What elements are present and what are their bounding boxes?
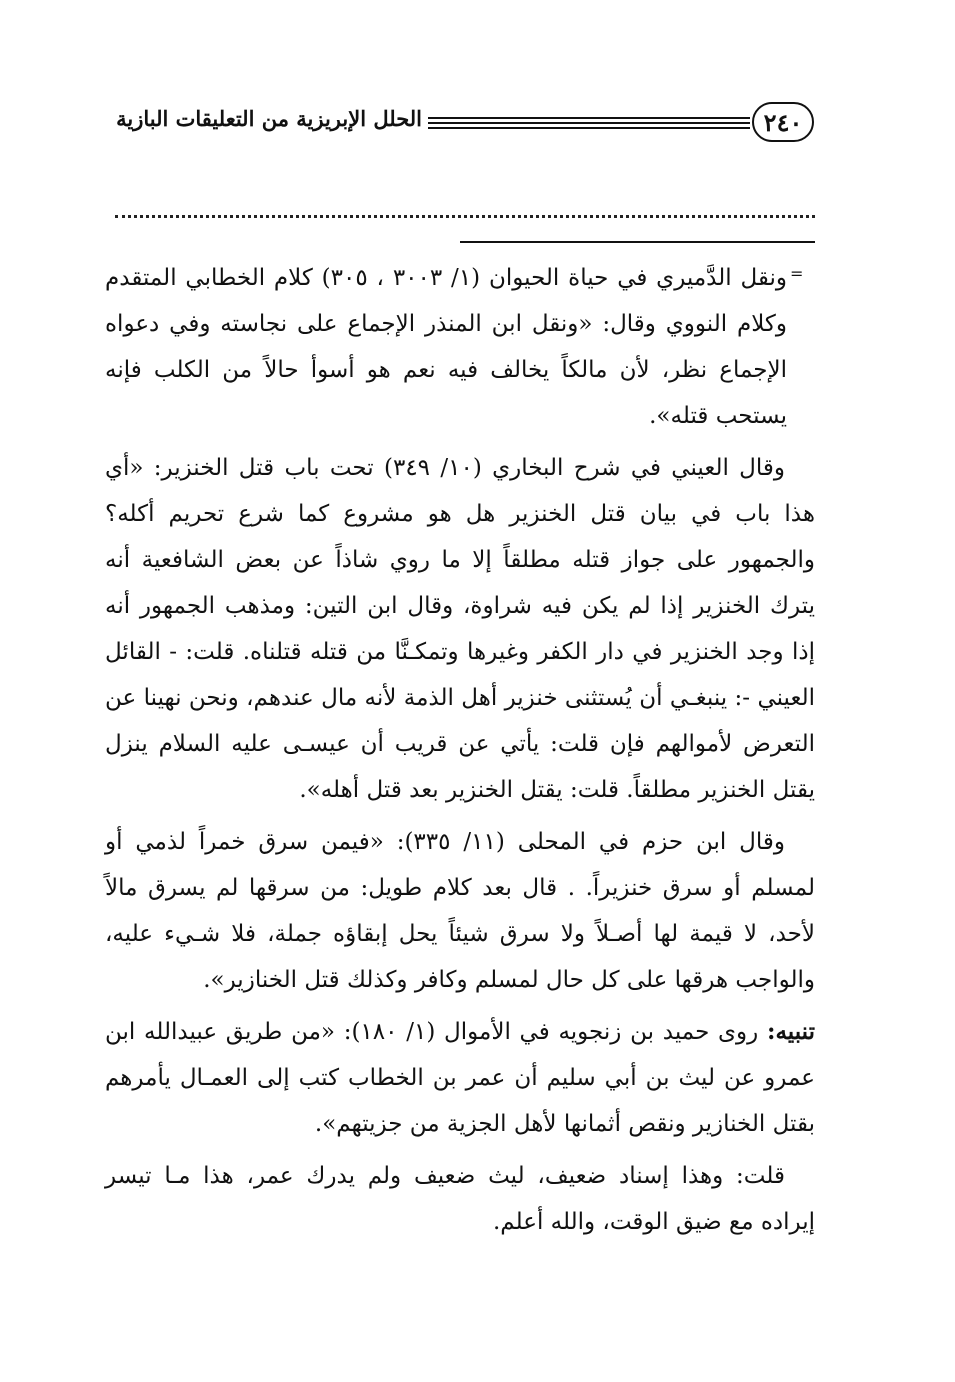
paragraph-ibn-hazm: وقال ابن حزم في المحلى (١١/ ٣٣٥): «فيمن سرق خمراً لذمي أو لمسلم أو سرق خنزيراً. . قال بعد كلام طويل: من سرقها لم يسرق مالاً لأحد، لا قيمة لها أصـلاً ولا سرق شيئاً يحل إبقاؤه جملة، فلا شـيء عليه، والواجب هرقها على كل حال لمسلم وكافر وكذلك قتل الخنازير». (105, 829, 815, 993)
dotted-separator (115, 215, 815, 218)
note-text: روى حميد بن زنجويه في الأموال (١/ ١٨٠): «من طريق عبيدالله ابن عمرو عن ليث بن أبي سليم أن عمر بن الخطاب كتب إلى العمـال يأمرهم بقتل الخنازير ونقص أثمانها لأهل الجزية من جزيتهم». (105, 1019, 815, 1137)
note-paragraph (105, 1009, 815, 1147)
paragraph-aini: وقال العيني في شرح البخاري (١٠/ ٣٤٩) تحت باب قتل الخنزير: «أي هذا باب في بيان قتل الخنزير هل هو مشروع كما شرع تحريم أكله؟ والجمهور على جواز قتله مطلقاً إلا ما روي شاذاً عن بعض الشافعية أنه يترك الخنزير إذا لم يكن فيه شراوة، وقال ابن التين: ومذهب الجمهور أنه إذا وجد الخنزير في دار الكفر وغيرها وتمكـنَّا من قتله قتلناه. قلت: - القائل العيني -: ينبغـي أن يُستثنى خنزير أهل الذمة لأنه مال عندهم، ونحن نهينا عن التعرض لأموالهم فإن قلت: يأتي عن قريب أن عيسـى عليه السلام ينزل يقتل الخنزير مطلقاً. قلت: يقتل الخنزير بعد قتل أهله». (105, 455, 815, 803)
footnote-rule (460, 241, 815, 243)
header-rule (428, 127, 750, 129)
page-number: ٢٤٠ (752, 102, 814, 142)
continuation-mark: = (790, 264, 804, 283)
footnote-text (105, 255, 815, 1251)
header-rule (428, 117, 750, 119)
running-title: الحلل الإبريزية من التعليقات البازية (116, 106, 422, 131)
closing-paragraph: قلت: وهذا إسناد ضعيف، ليث ضعيف ولم يدرك عمر، هذا مـا تيسر إيراده مع ضيق الوقت، والله أعلم. (105, 1163, 815, 1235)
note-label: تنبيه: (766, 1018, 816, 1045)
header-rule (428, 122, 750, 124)
paragraph-damiri: ونقل الدَّميري في حياة الحيوان (١/ ٣٠٠٣ ، ٣٠٥) كلام الخطابي المتقدم وكلام النووي وقال: «ونقل ابن المنذر الإجماع على نجاسته وفي دعواه الإجماع نظر، لأن مالكاً يخالف فيه نعم هو أسوأ حالاً من الكلب فإنه يستحب قتله». (105, 265, 787, 429)
page-header (100, 98, 814, 156)
